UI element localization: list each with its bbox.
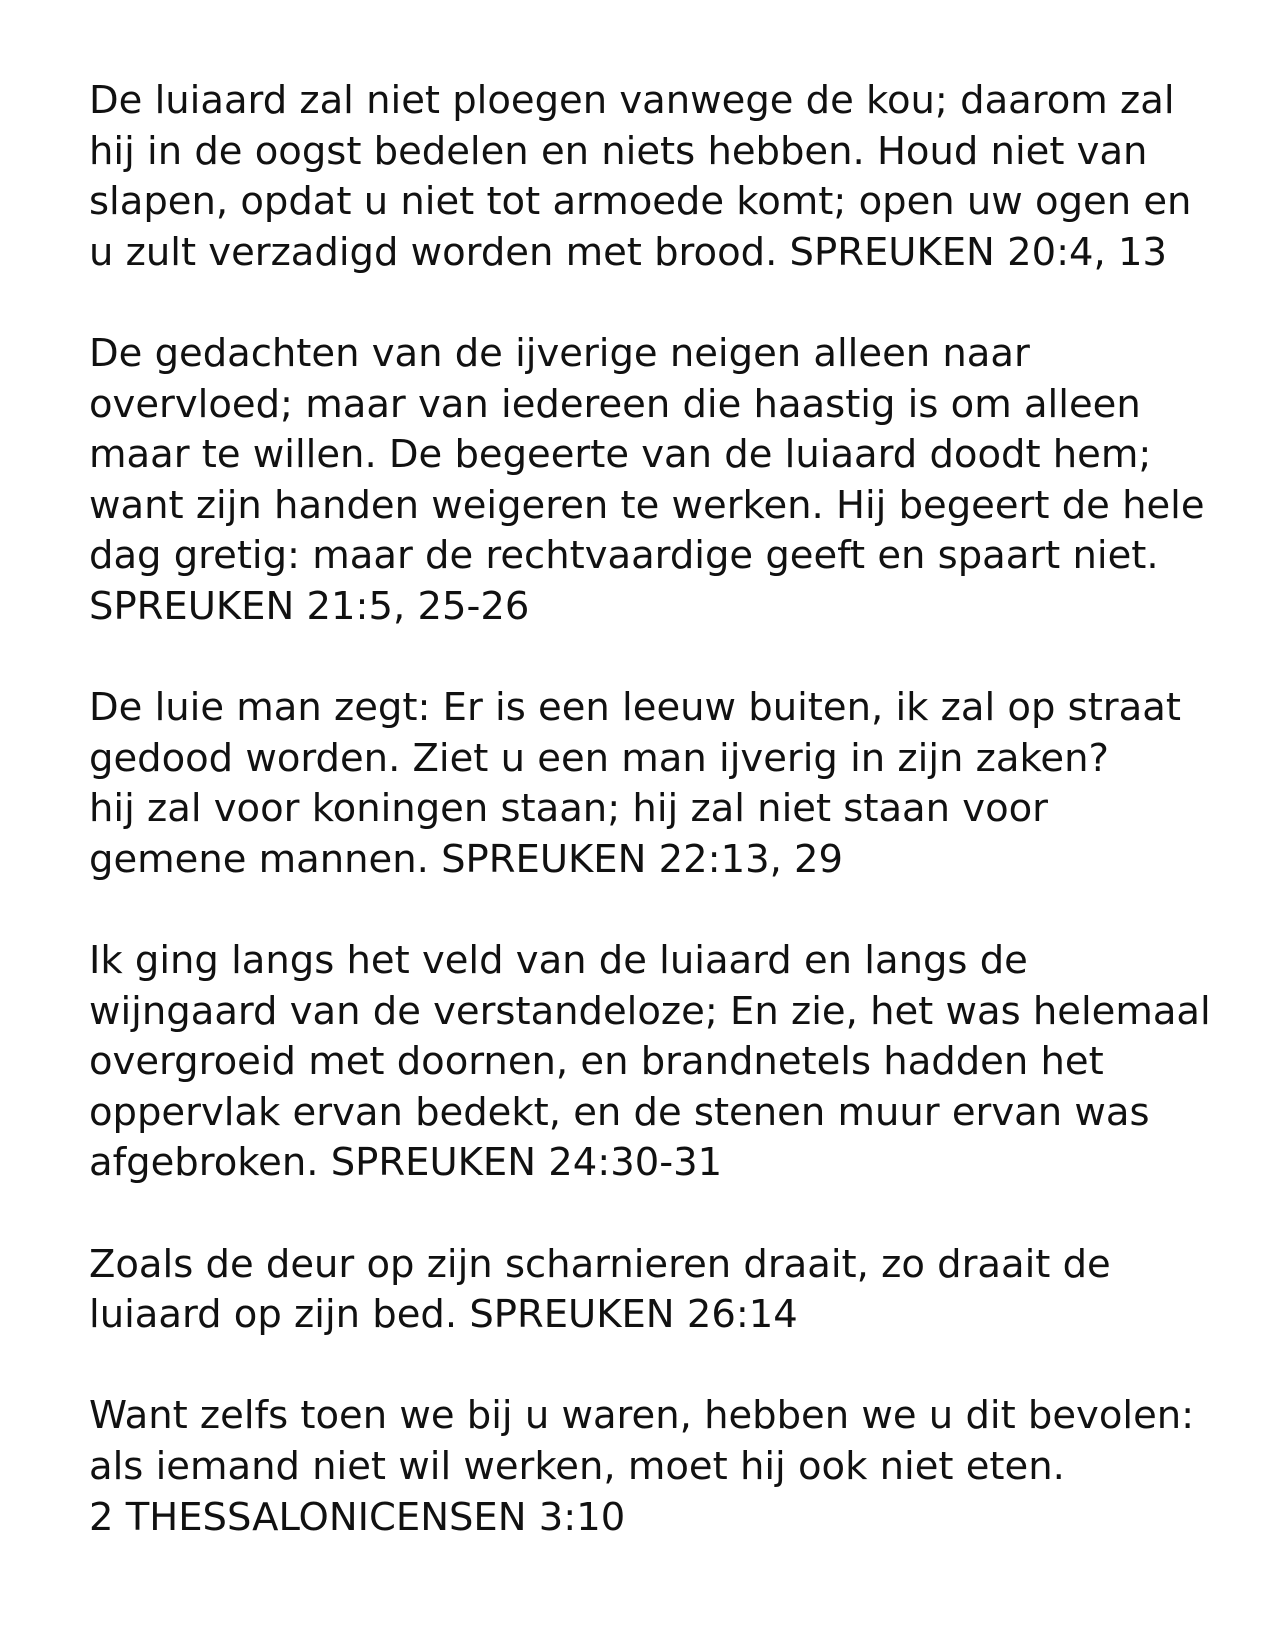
- document-page: [89, 76, 1239, 1594]
- passage-spreuken-24: [89, 936, 1239, 1189]
- passage-spreuken-21: [89, 329, 1239, 633]
- passage-spreuken-20: [89, 76, 1239, 278]
- text-line: overgroeid met doornen, en brandnetels hadden het: [89, 1039, 1104, 1085]
- text-line: als iemand niet wil werken, moet hij ook niet eten.: [89, 1444, 1065, 1490]
- text-line: afgebroken. SPREUKEN 24:30-31: [89, 1140, 723, 1186]
- text-line: hij zal voor koningen staan; hij zal niet staan voor: [89, 786, 1049, 832]
- text-line: hij in de oogst bedelen en niets hebben. Houd niet van: [89, 128, 1148, 174]
- text-line: De luie man zegt: Er is een leeuw buiten, ik zal op straat: [89, 685, 1181, 731]
- text-line: overvloed; maar van iedereen die haastig is om alleen: [89, 381, 1141, 427]
- passage-2-thessalonicensen-3: [89, 1391, 1239, 1543]
- text-line: De gedachten van de ijverige neigen alleen naar: [89, 330, 1030, 376]
- passage-spreuken-26: [89, 1240, 1239, 1341]
- text-line: 2 THESSALONICENSEN 3:10: [89, 1494, 626, 1540]
- text-line: SPREUKEN 21:5, 25-26: [89, 583, 530, 629]
- text-line: oppervlak ervan bedekt, en de stenen muur ervan was: [89, 1089, 1150, 1135]
- text-line: Want zelfs toen we bij u waren, hebben we u dit bevolen:: [89, 1393, 1195, 1439]
- text-line: gedood worden. Ziet u een man ijverig in zijn zaken?: [89, 735, 1109, 781]
- text-line: slapen, opdat u niet tot armoede komt; open uw ogen en: [89, 179, 1192, 225]
- text-line: u zult verzadigd worden met brood. SPREUKEN 20:4, 13: [89, 229, 1167, 275]
- text-line: wijngaard van de verstandeloze; En zie, het was helemaal: [89, 988, 1211, 1034]
- text-line: Zoals de deur op zijn scharnieren draait, zo draait de: [89, 1241, 1111, 1287]
- text-line: dag gretig: maar de rechtvaardige geeft en spaart niet.: [89, 533, 1159, 579]
- text-line: maar te willen. De begeerte van de luiaard doodt hem;: [89, 432, 1152, 478]
- passage-spreuken-22: [89, 683, 1239, 885]
- text-line: Ik ging langs het veld van de luiaard en langs de: [89, 938, 1028, 984]
- text-line: luiaard op zijn bed. SPREUKEN 26:14: [89, 1292, 798, 1338]
- text-line: De luiaard zal niet ploegen vanwege de kou; daarom zal: [89, 78, 1175, 123]
- text-line: want zijn handen weigeren te werken. Hij begeert de hele: [89, 482, 1205, 528]
- text-line: gemene mannen. SPREUKEN 22:13, 29: [89, 836, 844, 882]
